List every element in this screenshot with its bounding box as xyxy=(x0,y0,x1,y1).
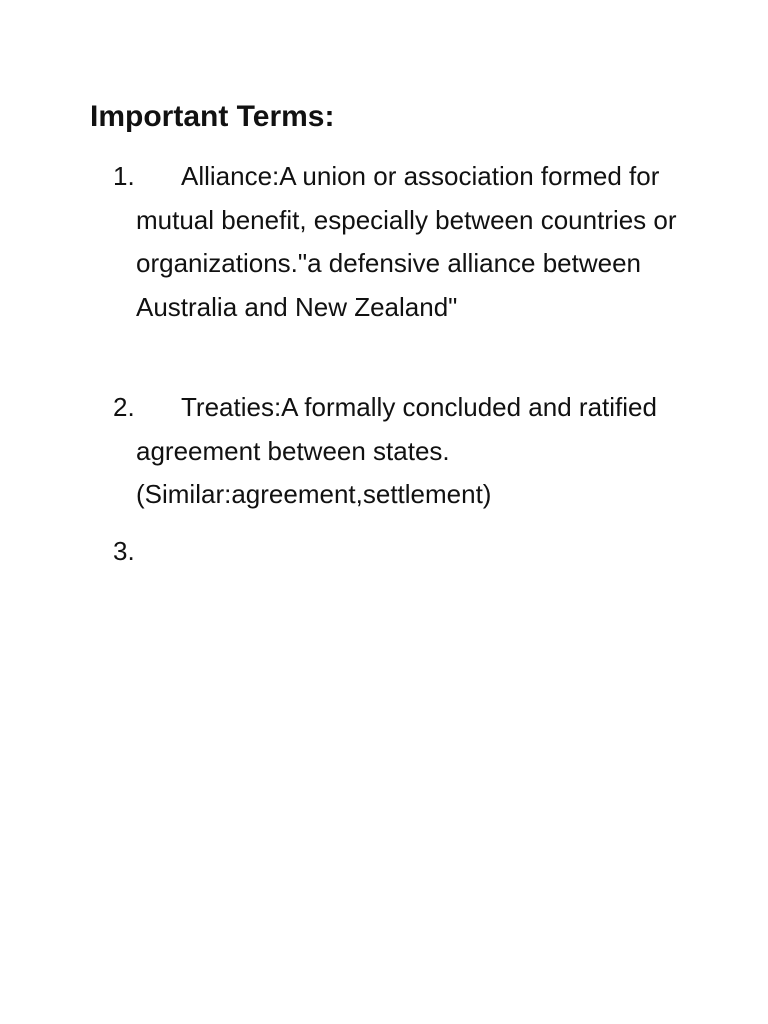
list-item-text: Alliance:A union or association formed for mutual benefit, especially between countries or organizations."a defensive alliance between Australia and New Zealand" xyxy=(136,161,677,322)
list-item-number: 2. xyxy=(113,392,135,422)
list-item-text: Treaties:A formally concluded and ratified agreement between states.(Similar:agreement,settlement) xyxy=(136,392,657,509)
page-heading: Important Terms: xyxy=(90,100,335,133)
list-item xyxy=(113,386,683,517)
list-item xyxy=(113,155,683,329)
list-item-number: 1. xyxy=(113,161,135,191)
list-item-number: 3. xyxy=(113,536,135,566)
